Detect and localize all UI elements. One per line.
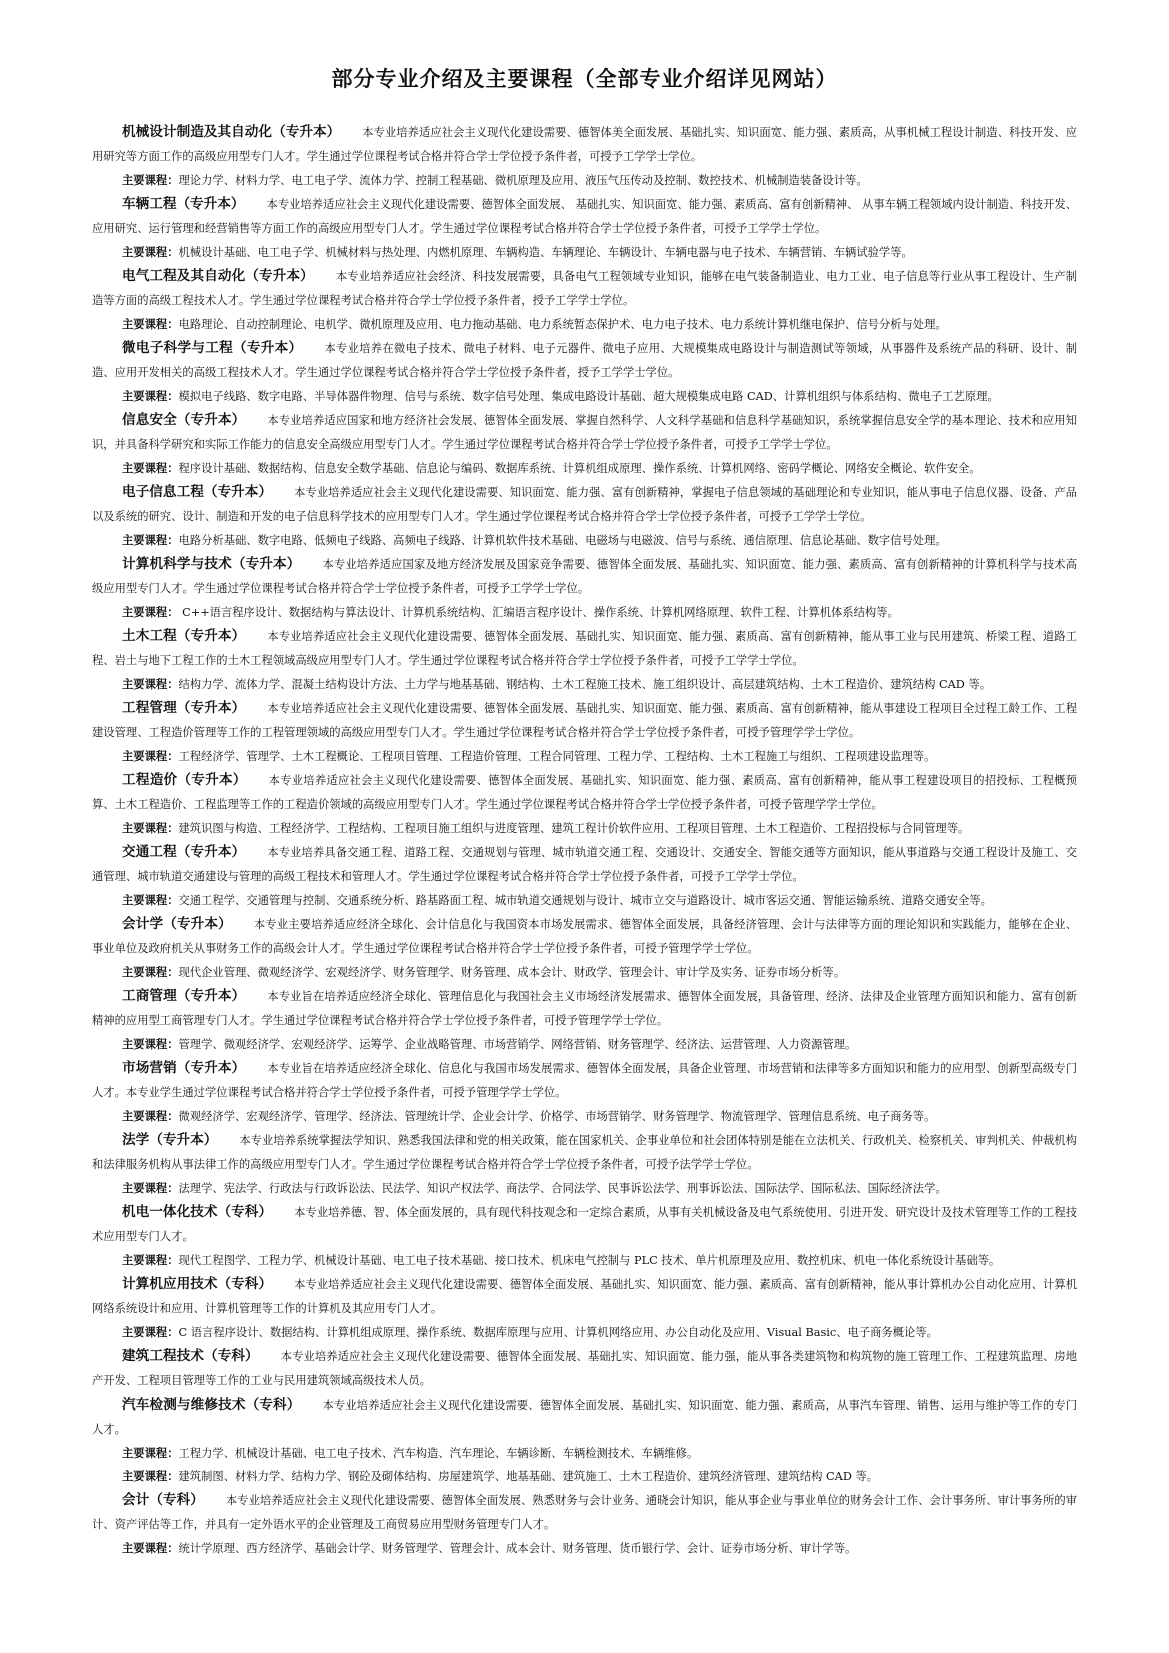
major-section [92,1488,1077,1560]
major-name: 建筑工程技术（专科） [122,1348,259,1364]
courses-list: 模拟电子线路、数字电路、半导体器件物理、信号与系统、数字信号处理、集成电路设计基础、超大规模集成电路 CAD、计算机组织与体系结构、微电子工艺原理。 [178,390,999,403]
major-courses [92,241,1077,264]
major-intro: 本专业培养适应社会主义现代化建设需要、德智体全面发展、基础扎实、知识面宽、能力强、素质高、富有创新精神，能从事计算机办公自动化应用、计算机网络系统设计和应用、计算机管理等工作的计算机及其应用专门人才。 [92,1278,1078,1315]
major-name: 工程管理（专升本） [122,700,246,716]
major-intro-paragraph [92,1128,1077,1177]
major-intro: 本专业培养适应社会主义现代化建设需要、知识面宽、能力强、富有创新精神，掌握电子信息领域的基础理论和专业知识，能从事电子信息仪器、设备、产品以及系统的研究、设计、制造和开发的电子信息科学技术的应用型专门人才。学生通过学位课程考试合格并符合学士学位授予条件者，可授予工学学士学位。 [92,486,1078,523]
major-intro: 本专业培养适应国家及地方经济发展及国家竞争需要、德智体全面发展、基础扎实、知识面宽、能力强、素质高、富有创新精神的计算机科学与技术高级应用型专门人才。学生通过学位课程考试合格并符合学士学位授予条件者，可授予工学学士学位。 [92,558,1077,595]
major-section [92,408,1077,480]
major-intro: 本专业培养适应社会经济、科技发展需要，具备电气工程领域专业知识，能够在电气装备制造业、电力工业、电子信息等行业从事工程设计、生产制造等方面的高级工程技术人才。学生通过学位课程考试合格并符合学士学位授予条件者，授予工学学士学位。 [92,270,1078,307]
major-intro: 本专业旨在培养适应经济全球化、信息化与我国市场发展需求、德智体全面发展，具备企业管理、市场营销和法律等多方面知识和能力的应用型、创新型高级专门人才。本专业学生通过学位课程考试合格并符合学士学位授予条件者，可授予管理学学士学位。 [92,1062,1078,1099]
major-section [92,336,1077,408]
major-section [92,840,1077,912]
courses-label: 主要课程： [122,1037,179,1051]
major-intro-paragraph [92,1056,1077,1105]
major-intro-paragraph [92,624,1077,673]
major-section [92,1344,1077,1393]
major-intro-paragraph [92,912,1077,961]
courses-list: 电路理论、自动控制理论、电机学、微机原理及应用、电力拖动基础、电力系统暂态保护术、电力电子技术、电力系统计算机继电保护、信号分析与处理。 [178,318,947,331]
major-courses [92,673,1077,696]
courses-list: 微观经济学、宏观经济学、管理学、经济法、管理统计学、企业会计学、价格学、市场营销学、财务管理学、物流管理学、管理信息系统、电子商务等。 [178,1110,936,1123]
major-name: 会计（专科） [122,1492,204,1508]
major-name: 汽车检测与维修技术（专科） [122,1397,301,1413]
major-section [92,264,1077,336]
major-name: 电气工程及其自动化（专升本） [122,268,314,284]
courses-label: 主要课程： [122,1325,179,1339]
courses-label: 主要课程： [122,893,179,907]
major-name: 交通工程（专升本） [122,844,246,860]
major-intro-paragraph [92,480,1077,529]
courses-list: 现代企业管理、微观经济学、宏观经济学、财务管理学、财务管理、成本会计、财政学、管理会计、审计学及实务、证券市场分析等。 [178,966,846,979]
major-intro: 本专业培养具备交通工程、道路工程、交通规划与管理、城市轨道交通工程、交通设计、交通安全、智能交通等方面知识，能从事道路与交通工程设计及施工、交通管理、城市轨道交通建设与管理的高级工程技术和管理人才。学生通过学位课程考试合格并符合学士学位授予条件者，可授予工学学士学位。 [92,846,1078,883]
courses-list: C 语言程序设计、数据结构、计算机组成原理、操作系统、数据库原理与应用、计算机网络应用、办公自动化及应用、Visual Basic、电子商务概论等。 [178,1326,938,1339]
courses-label: 主要课程： [122,1469,179,1483]
major-section [92,1128,1077,1200]
major-intro-paragraph [92,984,1077,1033]
courses-label: 主要课程： [122,1541,179,1555]
major-section [92,192,1077,264]
major-intro-paragraph [92,1393,1077,1442]
major-intro-paragraph [92,120,1077,169]
major-courses [92,313,1077,336]
major-intro-paragraph [92,1272,1077,1321]
major-name: 工商管理（专升本） [122,988,246,1004]
major-courses [92,1177,1077,1200]
major-intro: 本专业培养适应社会主义现代化建设需要、德智体全面发展、熟悉财务与会计业务、通晓会计知识，能从事企业与事业单位的财务会计工作、会计事务所、审计事务所的审计、资产评估等工作，并具有一定外语水平的企业管理及工商贸易应用型财务管理专门人才。 [92,1494,1077,1531]
courses-label: 主要课程： [122,1253,179,1267]
major-intro-paragraph [92,552,1077,601]
courses-label: 主要课程： [122,821,179,835]
major-intro: 本专业培养德、智、体全面发展的，具有现代科技观念和一定综合素质，从事有关机械设备及电气系统使用、引进开发、研究设计及技术管理等工作的工程技术应用型专门人才。 [92,1206,1078,1243]
courses-label: 主要课程： [122,965,179,979]
major-intro: 本专业培养适应社会主义现代化建设需要、德智体全面发展、 基础扎实、知识面宽、能力强、素质高、富有创新精神、 从事车辆工程领域内设计制造、科技开发、应用研究、运行管理和经营销售等方面工作的高级应用型专门人才。学生通过学位课程考试合格并符合学士学位授予条件者，可授予工学学士学位。 [92,198,1077,235]
major-intro: 本专业培养适应国家和地方经济社会发展、德智体全面发展、掌握自然科学、人文科学基础和信息科学基础知识，系统掌握信息安全学的基本理论、技术和应用知识，并具备科学研究和实际工作能力的信息安全高级应用型专门人才。学生通过学位课程考试合格并符合学士学位授予条件者，可授予工学学士学位。 [92,414,1078,451]
major-intro: 本专业培养适应社会主义现代化建设需要、德智体全面发展、基础扎实、知识面宽、能力强、素质高、富有创新精神，能从事建设工程项目全过程工龄工作、工程建设管理、工程造价管理等工作的工程管理领域的高级应用型专门人才。学生通过学位课程考试合格并符合学士学位授予条件者，可授予管理学学士学位。 [92,702,1078,739]
major-intro-paragraph [92,192,1077,241]
major-intro-paragraph [92,696,1077,745]
major-intro: 本专业主要培养适应经济全球化、会计信息化与我国资本市场发展需求、德智体全面发展，具备经济管理、会计与法律等方面的理论知识和实践能力，能够在企业、事业单位及政府机关从事财务工作的高级会计人才。学生通过学位课程考试合格并符合学士学位授予条件者，可授予管理学学士学位。 [92,918,1078,955]
courses-list: 机械设计基础、电工电子学、机械材料与热处理、内燃机原理、车辆构造、车辆理论、车辆设计、车辆电器与电子技术、车辆营销、车辆试验学等。 [178,246,913,259]
major-intro: 本专业培养适应社会主义现代化建设需要、德智体全面发展、基础扎实、知识面宽、能力强、素质高、富有创新精神，能从事工程建设项目的招投标、工程概预算、土木工程造价、工程监理等工作的工程造价领域的高级应用型专门人才。学生通过学位课程考试合格并符合学士学位授予条件者，可授予管理学学士学位。 [92,774,1077,811]
major-intro: 本专业培养适应社会主义现代化建设需要、德智体全面发展、基础扎实、知识面宽、能力强，能从事各类建筑物和构筑物的施工管理工作、工程建筑监理、房地产开发、工程项目管理等工作的工业与民用建筑领域高级技术人员。 [92,1350,1077,1387]
major-section [92,1393,1077,1465]
major-intro: 本专业培养适应社会主义现代化建设需要、德智体美全面发展、基础扎实、知识面宽、能力强、素质高，从事机械工程设计制造、科技开发、应用研究等方面工作的高级应用型专门人才。学生通过学位课程考试合格并符合学士学位授予条件者，可授予工学学士学位。 [92,126,1077,163]
major-intro-paragraph [92,768,1077,817]
courses-list: 建筑制图、材料力学、结构力学、钢砼及砌体结构、房屋建筑学、地基基础、建筑施工、土木工程造价、建筑经济管理、建筑结构 CAD 等。 [178,1470,879,1483]
courses-label: 主要课程： [122,677,179,691]
major-intro-paragraph [92,1488,1077,1537]
major-intro: 本专业旨在培养适应经济全球化、管理信息化与我国社会主义市场经济发展需求、德智体全面发展，具备管理、经济、法律及企业管理方面知识和能力、富有创新精神的应用型工商管理专门人才。学生通过学位课程考试合格并符合学士学位授予条件者，可授予管理学学士学位。 [92,990,1078,1027]
major-section [92,624,1077,696]
major-intro-paragraph [92,264,1077,313]
major-section [92,552,1077,624]
courses-list: 理论力学、材料力学、电工电子学、流体力学、控制工程基础、微机原理及应用、液压气压传动及控制、数控技术、机械制造装备设计等。 [178,174,868,187]
major-intro: 本专业培养系统掌握法学知识、熟悉我国法律和党的相关政策，能在国家机关、企事业单位和社会团体特别是能在立法机关、行政机关、检察机关、审判机关、仲裁机构和法律服务机构从事法律工作的高级应用型专门人才。学生通过学位课程考试合格并符合学士学位授予条件者，可授予法学学士学位。 [92,1134,1078,1171]
courses-list: 统计学原理、西方经济学、基础会计学、财务管理学、管理会计、成本会计、财务管理、货币银行学、会计、证券市场分析、审计学等。 [178,1542,857,1555]
courses-label: 主要课程： [122,533,179,547]
courses-label: 主要课程： [122,1181,179,1195]
major-name: 市场营销（专升本） [122,1060,246,1076]
courses-label: 主要课程： [122,1446,179,1460]
major-intro-paragraph [92,1344,1077,1393]
major-name: 工程造价（专升本） [122,772,247,788]
major-intro-paragraph [92,840,1077,889]
major-name: 车辆工程（专升本） [122,196,245,212]
major-section [92,1272,1077,1344]
major-section [92,984,1077,1056]
major-name: 计算机应用技术（专科） [122,1276,273,1292]
major-intro: 本专业培养在微电子技术、微电子材料、电子元器件、微电子应用、大规模集成电路设计与制造测试等领域，从事器件及系统产品的科研、设计、制造、应用开发相关的高级工程技术人才。学生通过学位课程考试合格并符合学士学位授予条件者，授予工学学士学位。 [92,342,1078,379]
major-courses [92,385,1077,408]
courses-list: C++语言程序设计、数据结构与算法设计、计算机系统结构、汇编语言程序设计、操作系统、计算机网络原理、软件工程、计算机体系结构等。 [178,606,899,619]
major-name: 信息安全（专升本） [122,412,246,428]
major-name: 会计学（专升本） [122,916,232,932]
major-courses [92,601,1077,624]
major-name: 机电一体化技术（专科） [122,1204,273,1220]
major-section [92,768,1077,840]
major-courses [92,1105,1077,1128]
major-section [92,120,1077,192]
courses-list: 电路分析基础、数字电路、低频电子线路、高频电子线路、计算机软件技术基础、电磁场与电磁波、信号与系统、通信原理、信息论基础、数字信号处理。 [178,534,947,547]
courses-label: 主要课程： [122,749,179,763]
major-section [92,912,1077,984]
major-intro-paragraph [92,408,1077,457]
courses-label: 主要课程： [122,389,179,403]
major-intro-paragraph [92,336,1077,385]
courses-list: 工程力学、机械设计基础、电工电子技术、汽车构造、汽车理论、车辆诊断、车辆检测技术、车辆维修。 [178,1447,699,1460]
major-courses [92,889,1077,912]
major-courses [92,1465,1077,1488]
major-courses [92,1033,1077,1056]
majors-list [92,120,1077,1560]
major-courses [92,169,1077,192]
major-name: 微电子科学与工程（专升本） [122,340,303,356]
courses-list: 法理学、宪法学、行政法与行政诉讼法、民法学、知识产权法学、商法学、合同法学、民事诉讼法学、刑事诉讼法、国际法学、国际私法、国际经济法学。 [178,1182,947,1195]
major-section [92,1465,1077,1488]
major-name: 土木工程（专升本） [122,628,246,644]
courses-label: 主要课程： [122,317,179,331]
courses-list: 程序设计基础、数据结构、信息安全数学基础、信息论与编码、数据库系统、计算机组成原理、操作系统、计算机网络、密码学概论、网络安全概论、软件安全。 [178,462,981,475]
courses-label: 主要课程： [122,461,179,475]
major-section [92,1056,1077,1128]
courses-label: 主要课程： [122,173,179,187]
major-courses [92,1249,1077,1272]
courses-list: 交通工程学、交通管理与控制、交通系统分析、路基路面工程、城市轨道交通规划与设计、城市立交与道路设计、城市客运交通、智能运输系统、道路交通安全等。 [178,894,992,907]
major-courses [92,1537,1077,1560]
major-courses [92,817,1077,840]
major-intro: 本专业培养适应社会主义现代化建设需要、德智体全面发展、基础扎实、知识面宽、能力强、素质高，从事汽车管理、销售、运用与维护等工作的专门人才。 [92,1399,1077,1436]
courses-label: 主要课程： [122,1109,179,1123]
major-intro: 本专业培养适应社会主义现代化建设需要、德智体全面发展、基础扎实、知识面宽、能力强、素质高、富有创新精神，能从事工业与民用建筑、桥梁工程、道路工程、岩土与地下工程工作的土木工程领域高级应用型专门人才。学生通过学位课程考试合格并符合学士学位授予条件者，可授予工学学士学位。 [92,630,1078,667]
major-section [92,696,1077,768]
courses-list: 现代工程图学、工程力学、机械设计基础、电工电子技术基础、接口技术、机床电气控制与 PLC 技术、单片机原理及应用、数控机床、机电一体化系统设计基础等。 [178,1254,1001,1267]
courses-label: 主要课程： [122,245,179,259]
major-courses [92,961,1077,984]
major-name: 计算机科学与技术（专升本） [122,556,301,572]
page-title: 部分专业介绍及主要课程（全部专业介绍详见网站） [331,66,838,91]
major-name: 电子信息工程（专升本） [122,484,273,500]
courses-list: 管理学、微观经济学、宏观经济学、运筹学、企业战略管理、市场营销学、网络营销、财务管理学、经济法、运营管理、人力资源管理。 [178,1038,857,1051]
major-courses [92,1321,1077,1344]
major-section [92,480,1077,552]
major-name: 机械设计制造及其自动化（专升本） [122,124,341,140]
courses-list: 工程经济学、管理学、土木工程概论、工程项目管理、工程造价管理、工程合同管理、工程力学、工程结构、土木工程施工与组织、工程项建设监理等。 [178,750,936,763]
major-section [92,1200,1077,1272]
courses-list: 建筑识图与构造、工程经济学、工程结构、工程项目施工组织与进度管理、建筑工程计价软件应用、工程项目管理、土木工程造价、工程招投标与合同管理等。 [178,822,970,835]
major-courses [92,745,1077,768]
courses-label: 主要课程： [122,605,179,619]
major-courses [92,1442,1077,1465]
courses-list: 结构力学、流体力学、混凝土结构设计方法、土力学与地基基础、钢结构、土木工程施工技术、施工组织设计、高层建筑结构、土木工程造价、建筑结构 CAD 等。 [178,678,992,691]
major-courses [92,457,1077,480]
major-courses [92,529,1077,552]
major-intro-paragraph [92,1200,1077,1249]
major-name: 法学（专升本） [122,1132,218,1148]
